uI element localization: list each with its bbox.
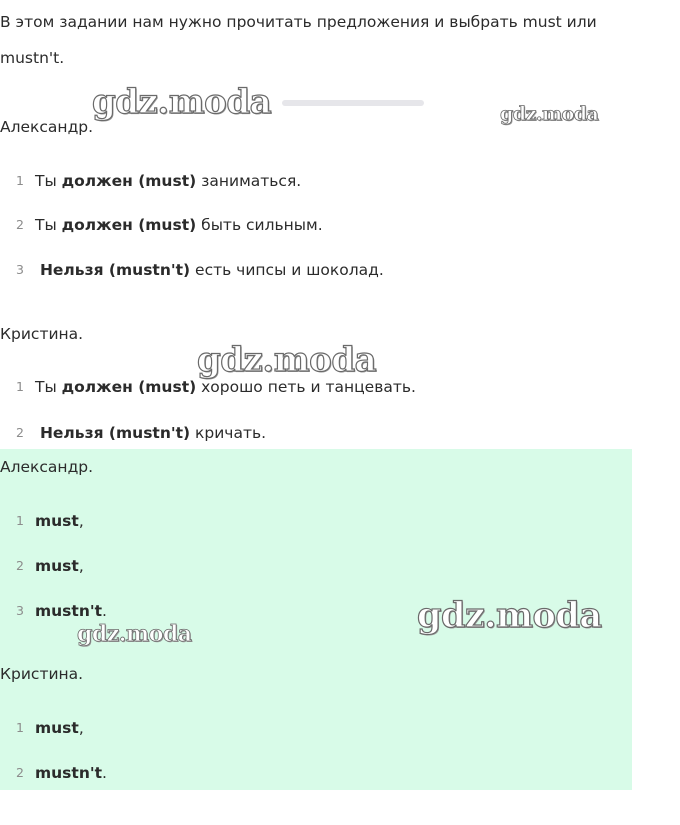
item-text-post: кричать.: [190, 424, 267, 442]
item-text-post: хорошо петь и танцевать.: [196, 378, 416, 396]
answer-kristina-heading: Кристина.: [0, 665, 84, 683]
item-text-post: заниматься.: [196, 172, 302, 190]
answer-word: mustn't: [35, 764, 103, 782]
item-number: 2: [16, 765, 24, 780]
item-number: 1: [16, 379, 24, 394]
item-text-bold: должен (must): [61, 216, 197, 234]
kristina-heading: Кристина.: [0, 325, 84, 343]
alexander-heading: Александр.: [0, 118, 94, 136]
item-number: 2: [16, 217, 24, 232]
item-text-post: есть чипсы и шоколад.: [190, 261, 384, 279]
answer-word: mustn't: [35, 602, 103, 620]
intro-text: В этом задании нам нужно прочитать предложения и выбрать must или mustn't.: [0, 13, 597, 67]
answer-punct: ,: [78, 557, 84, 575]
answer-punct: .: [102, 602, 107, 620]
item-number: 1: [16, 513, 24, 528]
item-text-post: быть сильным.: [196, 216, 323, 234]
item-text-bold: Нельзя (mustn't): [39, 424, 191, 442]
watermark-logo: gdz.moda: [77, 621, 192, 647]
answer-punct: .: [102, 764, 107, 782]
watermark-logo: gdz.moda: [500, 103, 599, 125]
item-text-pre: Ты: [35, 216, 62, 234]
answer-word: must: [35, 719, 79, 737]
watermark-logo: gdz.moda: [197, 340, 377, 380]
answer-punct: ,: [78, 512, 84, 530]
item-text-bold: Нельзя (mustn't): [39, 261, 191, 279]
item-text-pre: Ты: [35, 172, 62, 190]
item-number: 3: [16, 603, 24, 618]
item-text-pre: Ты: [35, 378, 62, 396]
decorative-bar: [282, 100, 424, 106]
item-number: 3: [16, 262, 24, 277]
answer-word: must: [35, 512, 79, 530]
item-text-bold: должен (must): [61, 172, 197, 190]
answer-alexander-heading: Александр.: [0, 458, 94, 476]
answer-word: must: [35, 557, 79, 575]
item-number: 1: [16, 173, 24, 188]
item-text-bold: должен (must): [61, 378, 197, 396]
item-number: 1: [16, 720, 24, 735]
item-number: 2: [16, 425, 24, 440]
answer-punct: ,: [78, 719, 84, 737]
watermark-logo: gdz.moda: [417, 595, 602, 636]
item-number: 2: [16, 558, 24, 573]
watermark-logo: gdz.moda: [92, 82, 272, 122]
